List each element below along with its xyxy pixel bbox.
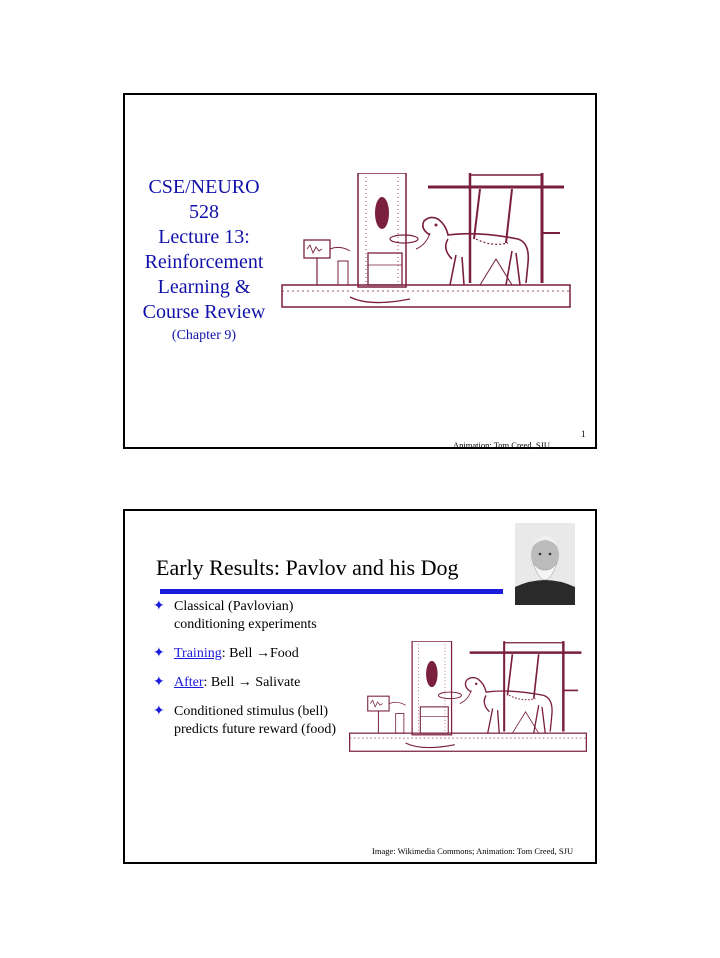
after-link[interactable]: After <box>174 675 204 690</box>
bullet-item <box>153 703 353 739</box>
chapter-subtitle: (Chapter 9) <box>171 328 237 343</box>
image-credit: Image: Wikimedia Commons; Animation: Tom Creed, SJU <box>372 846 574 856</box>
title-underline <box>160 589 503 594</box>
lecture-title <box>137 175 271 346</box>
image-credit: Animation: Tom Creed, SJU <box>453 440 550 450</box>
slide-title: Early Results: Pavlov and his Dog <box>156 555 459 580</box>
title-line: Learning & <box>157 276 251 298</box>
pavlov-portrait-photo <box>515 523 575 605</box>
star-bullet-icon: ✦ <box>153 599 165 614</box>
star-bullet-icon: ✦ <box>153 704 165 719</box>
bullet-text: Conditioned stimulus (bell) predicts future reward (food) <box>174 704 337 737</box>
title-line: Course Review <box>142 301 266 323</box>
star-bullet-icon: ✦ <box>153 675 165 690</box>
bullet-text: Salivate <box>251 675 301 690</box>
title-line: 528 <box>189 201 219 223</box>
bullet-text: Food <box>269 646 299 661</box>
bullet-text: : Bell <box>221 646 256 661</box>
bullet-text: : Bell <box>203 675 238 690</box>
title-line: Reinforcement <box>144 251 264 273</box>
right-arrow-icon: → <box>237 675 252 690</box>
slide-2 <box>123 509 597 864</box>
slide-number: 1 <box>581 429 586 439</box>
title-line: CSE/NEURO <box>148 176 260 198</box>
slide-1 <box>123 93 597 449</box>
bullet-item <box>153 645 353 663</box>
pavlov-dog-apparatus-illustration <box>348 641 588 753</box>
right-arrow-icon: → <box>255 646 270 661</box>
bullet-item <box>153 598 353 634</box>
bullet-list <box>153 598 353 750</box>
training-link[interactable]: Training <box>174 646 222 661</box>
pavlov-dog-apparatus-illustration <box>280 173 572 309</box>
title-line: Lecture 13: <box>158 226 250 248</box>
star-bullet-icon: ✦ <box>153 646 165 661</box>
bullet-item <box>153 674 353 692</box>
bullet-text: Classical (Pavlovian) conditioning experiments <box>174 599 317 632</box>
